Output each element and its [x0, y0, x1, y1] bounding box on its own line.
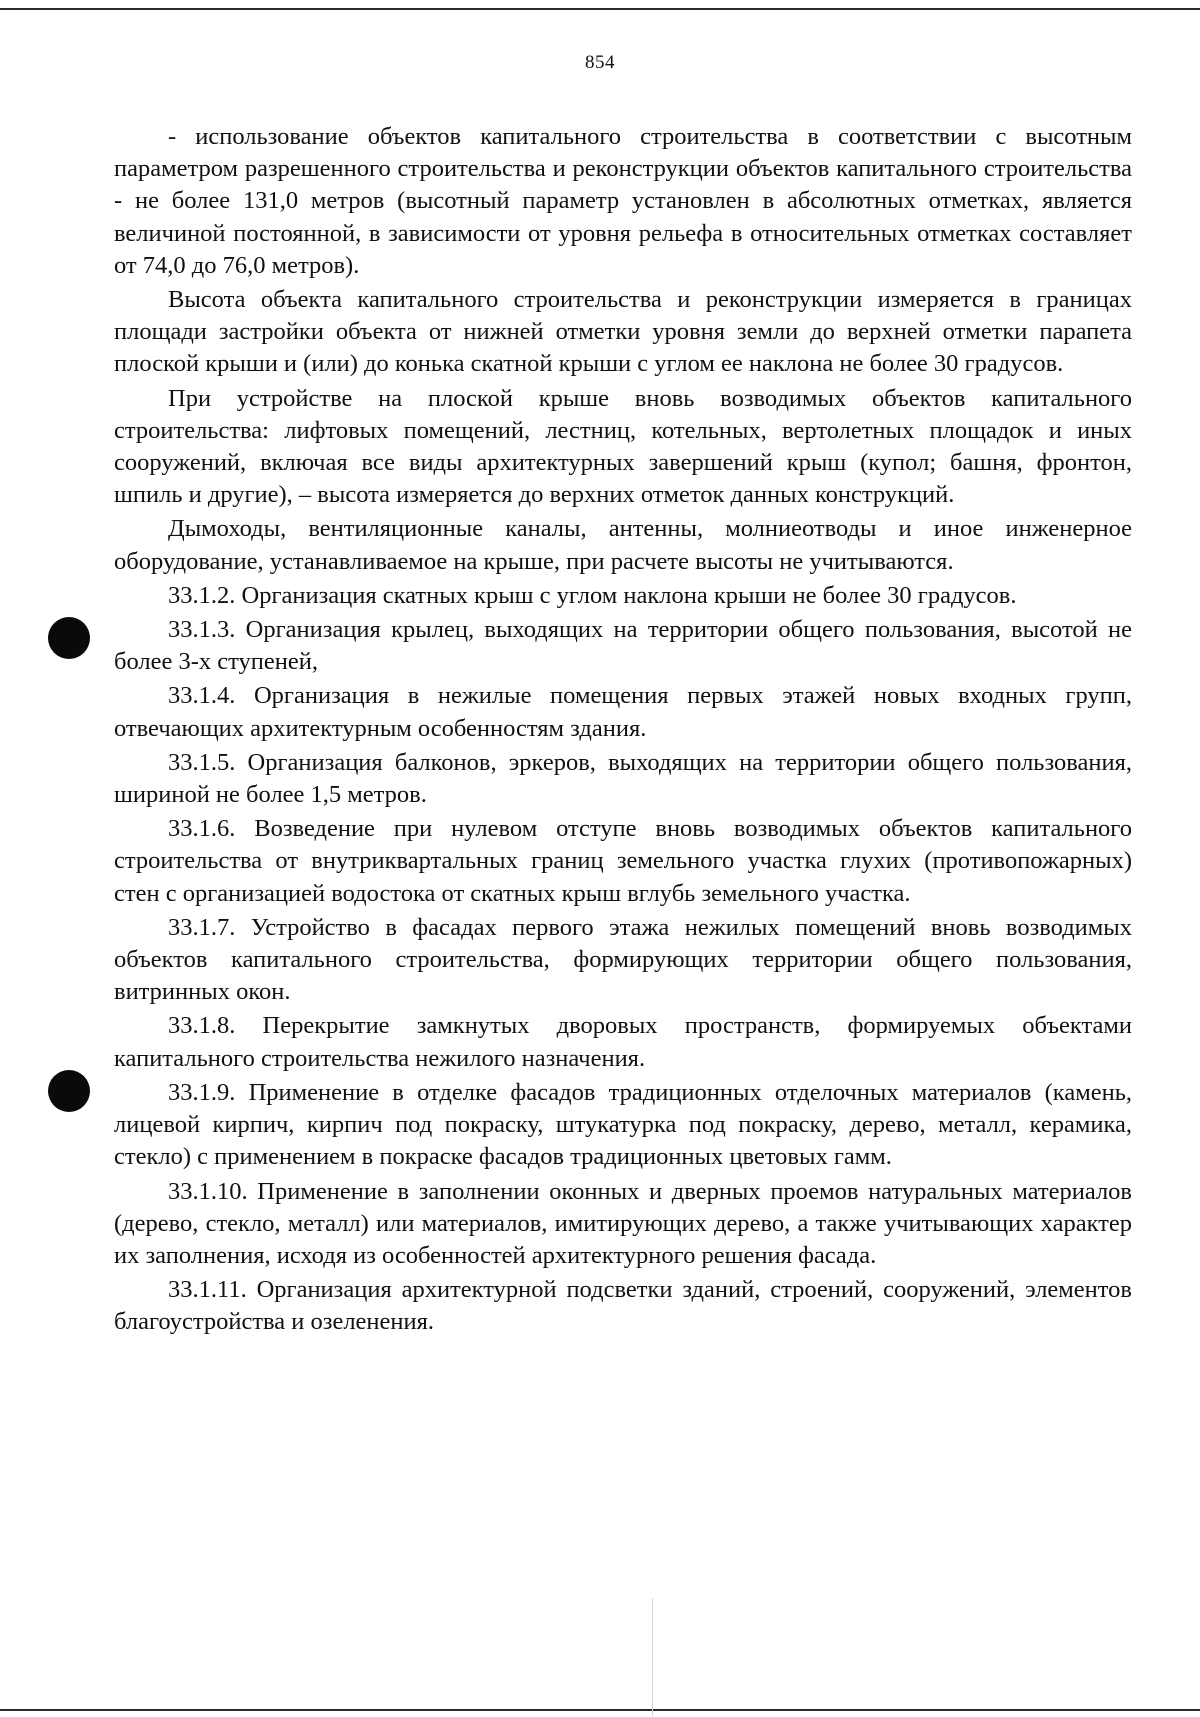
document-body [114, 121, 1132, 1339]
clause-33-1-10: 33.1.10. Применение в заполнении оконных и дверных проемов натуральных материалов (дерево, стекло, металл) или материалов, имитирующих дерево, а также учитывающих характер их заполнения, исходя из особенностей архитектурного решения фасада. [114, 1177, 1132, 1269]
clause-33-1-7: 33.1.7. Устройство в фасадах первого этажа нежилых помещений вновь возводимых объектов капитального строительства, формирующих территории общего пользования, витринных окон. [114, 913, 1132, 1006]
page-number: 854 [585, 52, 615, 73]
clause-33-1-4: 33.1.4. Организация в нежилые помещения первых этажей новых входных групп, отвечающих архитектурным особенностям здания. [114, 682, 1132, 742]
scan-border-top [0, 8, 1200, 10]
clause-33-1-5: 33.1.5. Организация балконов, эркеров, выходящих на территории общего пользования, шириной не более 1,5 метров. [114, 748, 1132, 809]
clause-33-1-2: 33.1.2. Организация скатных крыш с углом наклона крыши не более 30 градусов. [168, 581, 1017, 609]
clause-33-1-11: 33.1.11. Организация архитектурной подсветки зданий, строений, сооружений, элементов благоустройства и озеленения. [114, 1276, 1132, 1336]
clause-33-1-3: 33.1.3. Организация крылец, выходящих на территории общего пользования, высотой не более 3-х ступеней, [114, 616, 1132, 676]
paragraph-roof-structures: При устройстве на плоской крыше вновь возводимых объектов капитального строительства: лифтовых помещений, лестниц, котельных, вертолетных площадок и иных сооружений, включая все виды архитектурных завершений крыш (купол; башня, фронтон, шпиль и другие), – высота измеряется до верхних отметок данных конструкций. [114, 384, 1132, 509]
clause-33-1-9: 33.1.9. Применение в отделке фасадов традиционных отделочных материалов (камень, лицевой кирпич, кирпич под покраску, штукатурка под покраску, дерево, металл, керамика, стекло) с применением в покраске фасадов традиционных цветовых гамм. [114, 1078, 1132, 1171]
clause-33-1-8: 33.1.8. Перекрытие замкнутых дворовых пространств, формируемых объектами капитального строительства нежилого назначения. [114, 1012, 1132, 1072]
paragraph-roof-equipment: Дымоходы, вентиляционные каналы, антенны, молниеотводы и иное инженерное оборудование, устанавливаемое на крыше, при расчете высоты не учитываются. [114, 515, 1132, 575]
paragraph-height-parameter: - использование объектов капитального строительства в соответствии с высотным параметром разрешенного строительства и реконструкции объектов капитального строительства - не более 131,0 метров (высотный параметр установлен в абсолютных отметках, является величиной постоянной, в зависимости от уровня рельефа в относительных отметках составляет от 74,0 до 76,0 метров). [114, 123, 1132, 279]
clause-33-1-6: 33.1.6. Возведение при нулевом отступе вновь возводимых объектов капитального строительства от внутриквартальных границ земельного участка глухих (противопожарных) стен с организацией водостока от скатных крыш вглубь земельного участка. [114, 815, 1132, 907]
scan-border-bottom [0, 1709, 1200, 1711]
paragraph-height-measurement: Высота объекта капитального строительства и реконструкции измеряется в границах площади застройки объекта от нижней отметки уровня земли до верхней отметки парапета плоской крыши и (или) до конька скатной крыши с углом ее наклона не более 30 градусов. [114, 286, 1132, 378]
scan-artifact-line [652, 1598, 653, 1716]
punch-hole-upper [48, 617, 90, 659]
punch-hole-lower [48, 1070, 90, 1112]
